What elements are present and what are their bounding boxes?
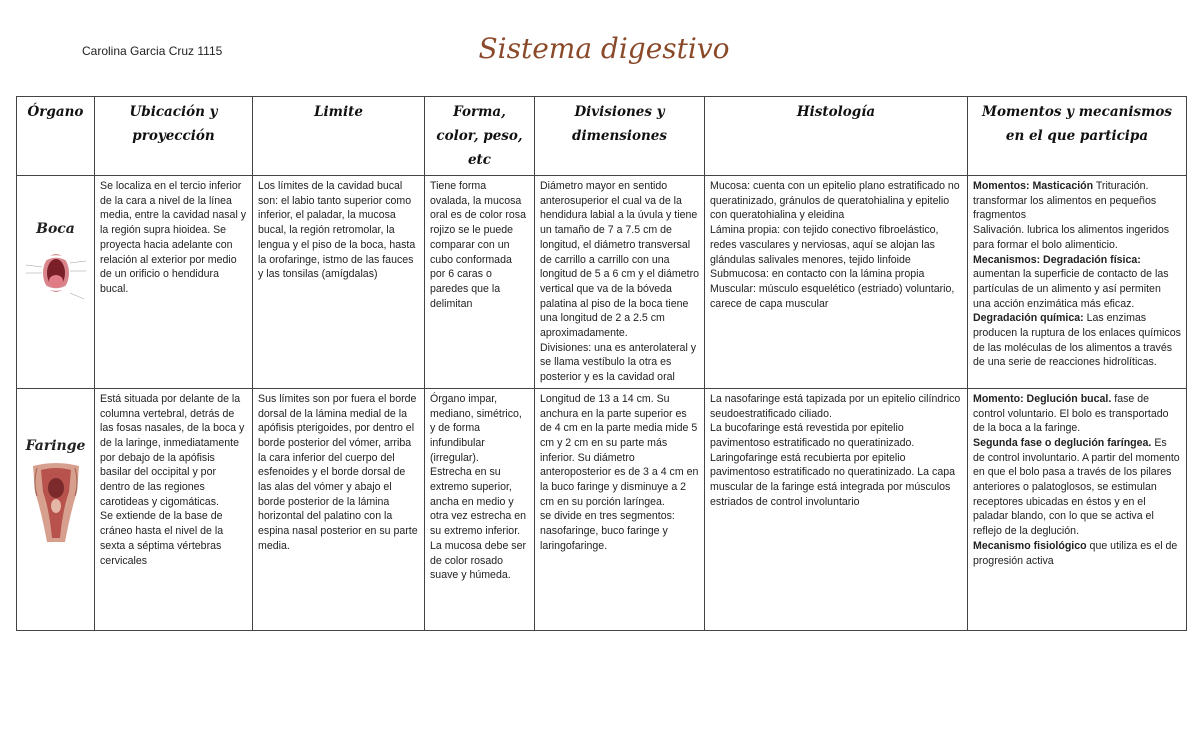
table-header-row bbox=[17, 97, 1187, 176]
organ-name-faringe: Faringe bbox=[25, 437, 86, 454]
organ-cell-faringe bbox=[17, 388, 95, 630]
header-divisiones: Divisiones y dimensiones bbox=[535, 97, 705, 176]
header-forma: Forma, color, peso, etc bbox=[425, 97, 535, 176]
header-limite: Limite bbox=[253, 97, 425, 176]
cell-momentos-faringe: Momento: Deglución bucal. fase de control voluntario. El bolo es transportado de la boca a la faringe. Segunda fase o deglución faríngea. Es de control involuntario. A partir del momento en que el bolo pasa a través de los pilares anteriores o palatoglosos, se estimulan receptores ubicadas en éstos y en el paladar blando, con lo que se activa el reflejo de la deglución. Mecanismo fisiológico que utiliza es el de progresión activa bbox=[968, 388, 1187, 630]
cell-ubicacion-faringe: Está situada por delante de la columna vertebral, detrás de las fosas nasales, de la boca y de la laringe, inmediatamente por debajo de la apófisis basilar del occipital y por dentro de las regiones carotideas y cigomáticas. Se extiende de la base de cráneo hasta el nivel de la sexta a séptima vértebras cervicales bbox=[95, 388, 253, 630]
mouth-illustration bbox=[24, 245, 88, 305]
header-momentos: Momentos y mecanismos en el que participa bbox=[968, 97, 1187, 176]
cell-forma-boca: Tiene forma ovalada, la mucosa oral es de color rosa rojizo se le puede comparar con un cubo conformada por 6 caras o paredes que la delimitan bbox=[425, 176, 535, 389]
cell-momentos-boca: Momentos: Masticación Trituración. transformar los alimentos en pequeños fragmentos Salivación. lubrica los alimentos ingeridos para formar el bolo alimenticio. Mecanismos: Degradación física: aumentan la superficie de contacto de las partículas de un alimento y así permiten una acción enzimática más eficaz. Degradación química: Las enzimas producen la ruptura de los enlaces químicos de las moléculas de los alimentos a través de una serie de reacciones hidrolíticas. bbox=[968, 176, 1187, 389]
cell-histologia-faringe: La nasofaringe está tapizada por un epitelio cilíndrico seudoestratificado ciliado. La bucofaringe está revestida por epitelio pavimentoso estratificado no queratinizado. Laringofaringe está recubierta por epitelio pavimentoso estratificado no queratinizado. La capa muscular de la faringe está integrada por músculos estriados de control involuntario bbox=[705, 388, 968, 630]
cell-histologia-boca: Mucosa: cuenta con un epitelio plano estratificado no queratinizado, gránulos de queratohialina y epitelio con queratohialina y eleidina Lámina propia: con tejido conectivo fibroelástico, redes vasculares y nerviosas, aquí se alojan las glándulas salivales menores, tejido linfoide Submucosa: en contacto con la lámina propia Muscular: músculo esquelético (estriado) voluntario, carece de capa muscular bbox=[705, 176, 968, 389]
header-histologia: Histología bbox=[705, 97, 968, 176]
digestive-system-table bbox=[16, 96, 1187, 631]
cell-forma-faringe: Órgano impar, mediano, simétrico, y de forma infundibular (irregular). Estrecha en su extremo superior, ancha en medio y otra vez estrecha en su extremo inferior. La mucosa debe ser de color rosado suave y húmeda. bbox=[425, 388, 535, 630]
organ-name-boca: Boca bbox=[36, 221, 75, 237]
cell-ubicacion-boca: Se localiza en el tercio inferior de la cara a nivel de la línea media, entre la cavidad nasal y la región supra hioidea. Se proyecta hacia adelante con relación al exterior por medio de un orificio o hendidura bucal. bbox=[95, 176, 253, 389]
table-row-faringe bbox=[17, 388, 1187, 630]
pharynx-illustration bbox=[27, 462, 85, 544]
header-organo: Órgano bbox=[17, 97, 95, 176]
document-title: Sistema digestivo bbox=[478, 32, 730, 65]
table-row-boca bbox=[17, 176, 1187, 389]
header-ubicacion: Ubicación y proyección bbox=[95, 97, 253, 176]
organ-cell-boca bbox=[17, 176, 95, 389]
author-name: Carolina Garcia Cruz 1115 bbox=[82, 44, 223, 58]
cell-limite-boca: Los límites de la cavidad bucal son: el labio tanto superior como inferior, el paladar, la mucosa bucal, la región retromolar, la lengua y el piso de la boca, hasta la orofaringe, istmo de las fauces y las tonsilas (amígdalas) bbox=[253, 176, 425, 389]
cell-divisiones-boca: Diámetro mayor en sentido anterosuperior el cual va de la hendidura labial a la úvula y tiene un tamaño de 7 a 7.5 cm de longitud, el diámetro transversal de carrillo a carrillo con una longitud de 5 a 6 cm y el diámetro vertical que va de la bóveda palatina al piso de la boca tiene una longitud de 2 a 2.5 cm aproximadamente. Divisiones: una es anterolateral y se llama vestíbulo la otra es posterior y es la cavidad oral bbox=[535, 176, 705, 389]
cell-limite-faringe: Sus límites son por fuera el borde dorsal de la lámina medial de la apófisis pterigoides, por dentro el borde posterior del vómer, arriba la cara inferior del cuerpo del esfenoides y el borde dorsal de las alas del vómer y abajo el borde posterior de la lámina horizontal del palatino con la espina nasal posterior en su parte media. bbox=[253, 388, 425, 630]
cell-divisiones-faringe: Longitud de 13 a 14 cm. Su anchura en la parte superior es de 4 cm en la parte media mide 5 cm y 2 cm en su parte más inferior. Su diámetro anteroposterior es de 3 a 4 cm en la buco faringe y disminuye a 2 cm en su porción laríngea. se divide en tres segmentos: nasofaringe, buco faringe y laringofaringe. bbox=[535, 388, 705, 630]
